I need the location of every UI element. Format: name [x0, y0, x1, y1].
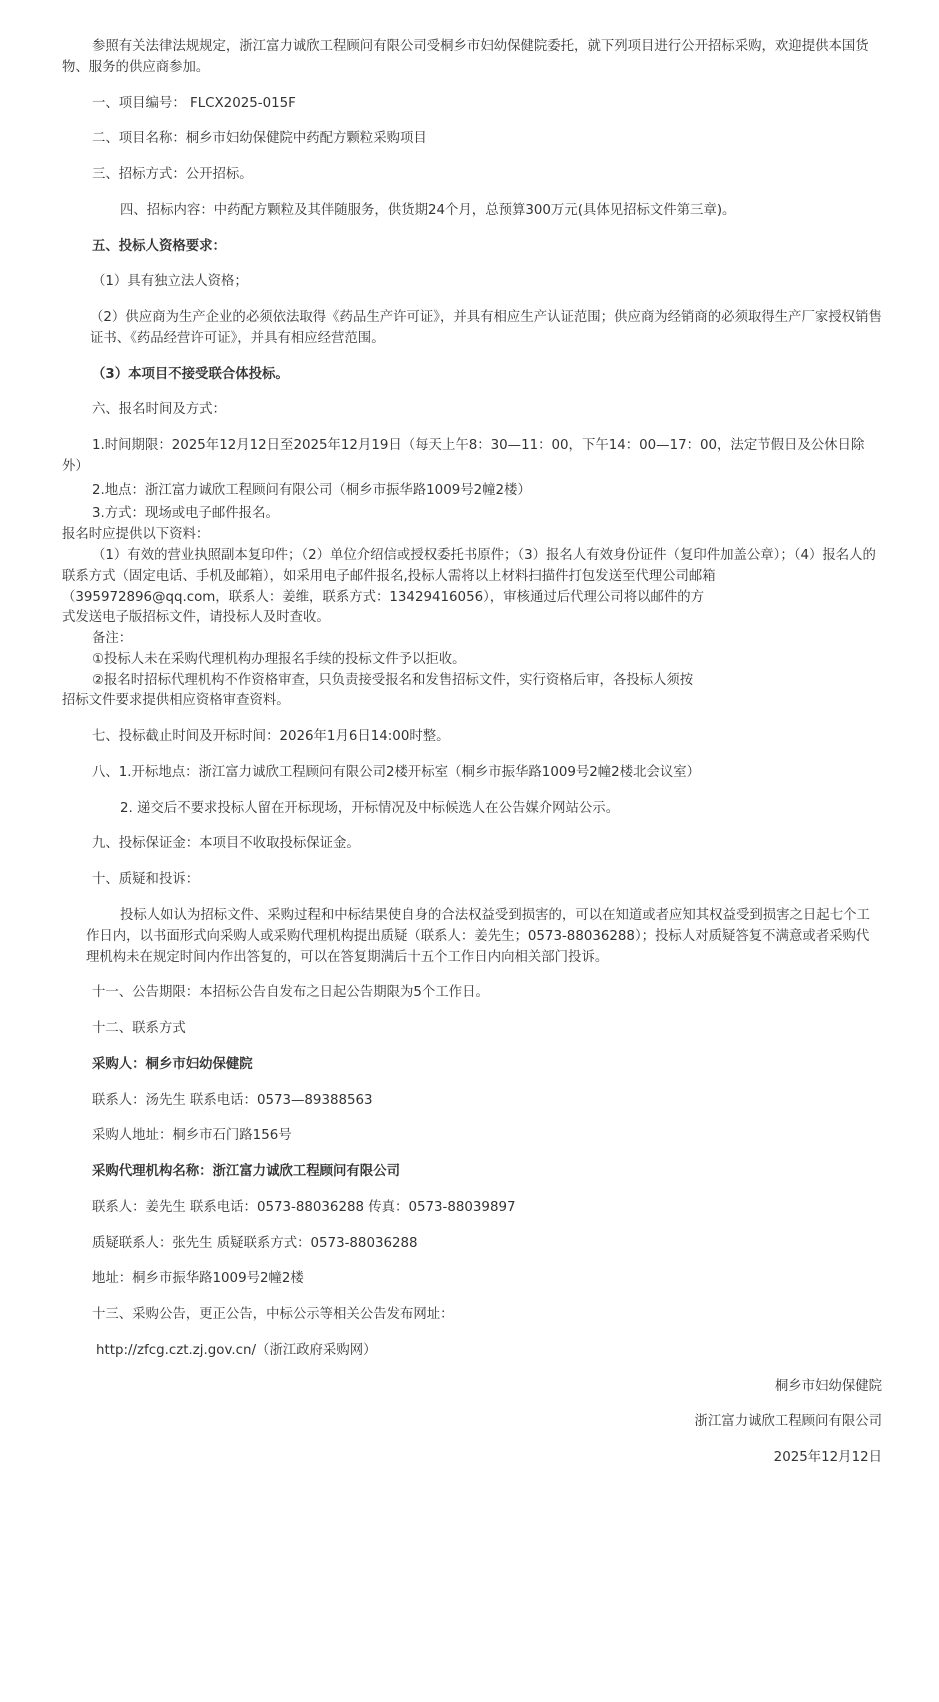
- signature-org-2: 浙江富力诚欣工程顾问有限公司: [694, 1414, 882, 1430]
- qualification-title: 五、投标人资格要求：: [92, 238, 226, 254]
- project-name: 二、项目名称：桐乡市妇幼保健院中药配方颗粒采购项目: [92, 131, 427, 147]
- registration-location: 2.地点：浙江富力诚欣工程顾问有限公司（桐乡市振华路1009号2幢2楼）: [92, 482, 531, 498]
- complaints-body: 投标人如认为招标文件、采购过程和中标结果使自身的合法权益受到损害的，可以在知道或者应知其权益受到损害之日起七个工作日内，以书面形式向采购人或采购代理机构提出质疑（联系人：姜先生；0573-88036288）；投标人对质疑答复不满意或者采购代理机构未在规定时间内作出答复的，可以在答复期满后十五个工作日内向相关部门投诉。: [86, 907, 870, 965]
- opening-location: 八、1.开标地点：浙江富力诚欣工程顾问有限公司2楼开标室（桐乡市振华路1009号2幢2楼北会议室）: [92, 764, 701, 780]
- contact-title: 十二、联系方式: [92, 1021, 186, 1037]
- note-title: 备注：: [92, 631, 133, 647]
- website-url[interactable]: [62, 1341, 882, 1362]
- notice-period: 十一、公告期限：本招标公告自发布之日起公告期限为5个工作日。: [92, 985, 489, 1001]
- registration-time: 1.时间期限：2025年12月12日至2025年12月19日（每天上午8：30—11：00，下午14：00—17：00，法定节假日及公休日除外）: [62, 438, 865, 474]
- website-title: 十三、采购公告，更正公告，中标公示等相关公告发布网址：: [92, 1307, 454, 1323]
- registration-materials: （1）有效的营业执照副本复印件；（2）单位介绍信或授权委托书原件；（3）报名人有效身份证件（复印件加盖公章）；（4）报名人的联系方式（固定电话、手机及邮箱），如采用电子邮件报名,投标人需将以上材料扫描件打包发送至代理公司邮箱（395972896@qq.com，联系人：姜维，联系方式：13429416056），审核通过后代理公司将以邮件的方: [62, 548, 876, 605]
- opening-note: 2. 递交后不要求投标人留在开标现场，开标情况及中标候选人在公告媒介网站公示。: [120, 800, 620, 816]
- registration-title: 六、报名时间及方式：: [92, 402, 226, 418]
- registration-materials-end: 式发送电子版招标文件，请投标人及时查收。: [62, 610, 330, 626]
- agency-address: 地址：桐乡市振华路1009号2幢2楼: [92, 1271, 304, 1287]
- note-2: ②报名时招标代理机构不作资格审查，只负责接受报名和发售招标文件，实行资格后审，各投标人须按: [92, 672, 694, 688]
- registration-method: 3.方式：现场或电子邮件报名。: [92, 506, 279, 522]
- qualification-item-1: （1）具有独立法人资格；: [92, 274, 248, 290]
- qualification-item-2: （2）供应商为生产企业的必须依法取得《药品生产许可证》，并具有相应生产认证范围；供应商为经销商的必须取得生产厂家授权销售证书、《药品经营许可证》，并具有相应经营范围。: [90, 310, 882, 346]
- announcement-body: [62, 37, 882, 1469]
- complaints-title: 十、质疑和投诉：: [92, 872, 200, 888]
- query-contact: 质疑联系人：张先生 质疑联系方式：0573-88036288: [92, 1235, 418, 1251]
- website-link[interactable]: http://zfcg.czt.zj.gov.cn/（浙江政府采购网）: [96, 1342, 377, 1358]
- buyer-name: 采购人：桐乡市妇幼保健院: [92, 1056, 253, 1072]
- note-2-end: 招标文件要求提供相应资格审查资料。: [62, 693, 290, 709]
- bid-bond: 九、投标保证金：本项目不收取投标保证金。: [92, 836, 360, 852]
- deadline: 七、投标截止时间及开标时间：2026年1月6日14:00时整。: [92, 729, 450, 745]
- qualification-item-3: （3）本项目不接受联合体投标。: [92, 366, 289, 382]
- buyer-contact: 联系人：汤先生 联系电话：0573—89388563: [92, 1092, 373, 1108]
- intro-paragraph: 参照有关法律法规规定，浙江富力诚欣工程顾问有限公司受桐乡市妇幼保健院委托，就下列项目进行公开招标采购，欢迎提供本国货物、服务的供应商参加。: [62, 39, 869, 75]
- registration-materials-title: 报名时应提供以下资料：: [62, 527, 210, 543]
- bidding-content: 四、招标内容：中药配方颗粒及其伴随服务，供货期24个月，总预算300万元(具体见招标文件第三章)。: [120, 202, 736, 218]
- agency-name: 采购代理机构名称：浙江富力诚欣工程顾问有限公司: [92, 1164, 400, 1180]
- note-1: ①投标人未在采购代理机构办理报名手续的投标文件予以拒收。: [92, 651, 466, 667]
- buyer-address: 采购人地址：桐乡市石门路156号: [92, 1128, 292, 1144]
- agency-contact: 联系人：姜先生 联系电话：0573-88036288 传真：0573-88039897: [92, 1199, 516, 1215]
- signature-date: 2025年12月12日: [773, 1450, 882, 1466]
- bidding-method: 三、招标方式：公开招标。: [92, 167, 253, 183]
- project-number: 一、项目编号： FLCX2025-015F: [92, 95, 296, 111]
- signature-org-1: 桐乡市妇幼保健院: [774, 1378, 882, 1394]
